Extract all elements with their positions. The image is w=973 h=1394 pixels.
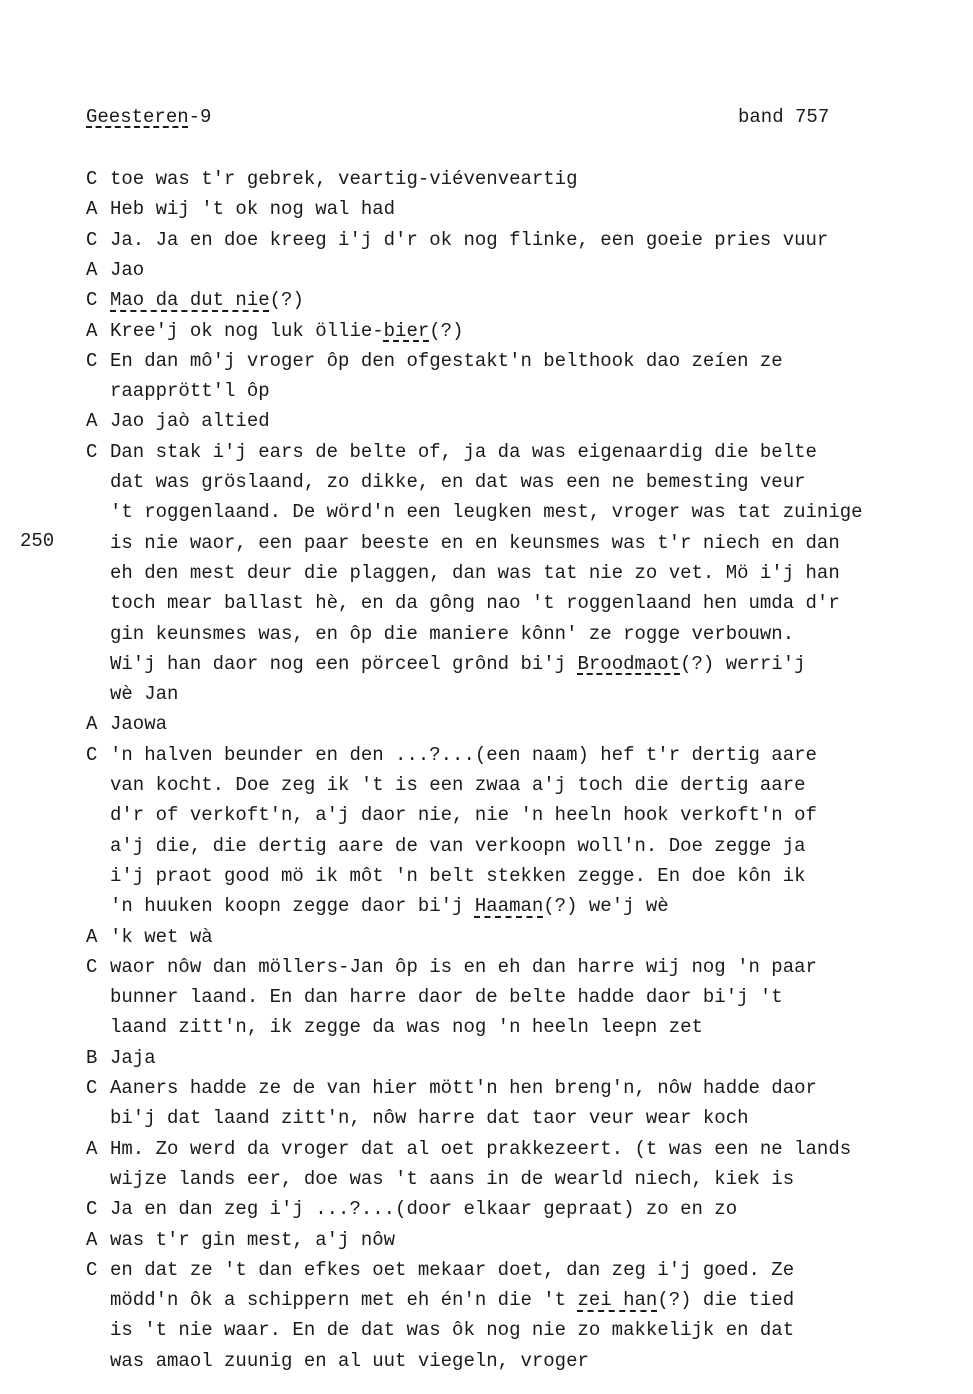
speaker-label: C [86,168,98,190]
speaker-label: A [86,258,98,281]
utterance-text [110,740,817,770]
utterance-text [110,1043,156,1073]
utterance-text [110,437,817,467]
text-segment: toch mear ballast hè, en da gông nao 't roggenlaand hen umda d'r [110,592,840,615]
utterance-text [110,164,577,194]
text-segment: Jaowa [110,713,168,736]
utterance-text [110,709,167,739]
text-segment: is 't nie waar. En de dat was ôk nog nie zo makkelijk en dat [110,1319,795,1342]
text-segment: wijze lands eer, doe was 't aans in de wearld niech, kiek is [110,1167,795,1190]
text-segment: Heb wij 't ok nog wal had [110,198,396,221]
text-segment: i'j praot good mö ik môt 'n belt stekken zegge. En doe kôn ik [110,864,806,887]
utterance-text [110,831,806,861]
utterance-text [110,982,783,1012]
text-segment: Ja en dan zeg i'j ...?...(door elkaar gepraat) zo en zo [110,1198,738,1221]
text-segment: wè Jan [110,683,179,706]
text-segment: bunner laand. En dan harre daor de belte hadde daor bi'j 't [110,986,783,1009]
uncertain-word: Broodmaot [577,652,681,675]
utterance-text [110,922,213,952]
text-segment: Jao [110,258,145,281]
speaker-label: A [86,410,98,433]
uncertain-word: Mao da dut nie [110,289,270,312]
text-segment: waor nôw dan möllers-Jan ôp is en eh dan harre wij nog 'n paar [110,955,817,978]
text-segment: En dan mô'j vroger ôp den ofgestakt'n belthook dao zeíen ze [110,349,783,372]
utterance-text [110,406,270,436]
text-segment: 't roggenlaand. De wörd'n een leugken mest, vroger was tat zuinige [110,501,863,524]
uncertain-word: zei han [577,1289,658,1312]
speaker-label: B [86,1046,98,1069]
speaker-label: C [86,1198,98,1221]
utterance-text [110,497,863,527]
uncertain-word: Haaman [474,895,544,918]
text-segment: dat was gröslaand, zo dikke, en dat was een ne bemesting veur [110,471,806,493]
utterance-text [110,770,806,800]
text-segment: was amaol zuunig en al uut viegeln, vroger [110,1349,589,1372]
text-segment: (?) die tied [657,1289,795,1312]
text-segment: d'r of verkoft'n, a'j daor nie, nie 'n heeln hook verkoft'n of [110,804,817,827]
text-segment: Kree'j ok nog luk öllie- [110,319,384,342]
speaker-label: C [86,228,98,251]
utterance-text [110,619,794,649]
speaker-label: A [86,713,98,736]
utterance-text [110,1073,817,1103]
utterance-text [110,376,270,406]
text-segment: Wi'j han daor nog een pörceel grônd bi'j [110,652,578,675]
utterance-text [110,346,783,376]
page-header-location [86,106,211,128]
text-segment: 'k wet wà [110,925,213,948]
utterance-text [110,952,817,982]
utterance-text [110,1103,749,1133]
utterance-text [110,558,840,588]
text-segment: Jao jaò altied [110,410,270,433]
text-segment: en dat ze 't dan efkes oet mekaar doet, dan zeg i'j goed. Ze [110,1258,795,1281]
text-segment: laand zitt'n, ik zegge da was nog 'n heeln leepn zet [110,1016,703,1039]
text-segment: raapprött'l ôp [110,380,270,403]
utterance-text [110,1164,794,1194]
utterance-text [110,1255,794,1285]
text-segment: Ja. Ja en doe kreeg i'j d'r ok nog flinke, een goeie pries vuur [110,228,829,251]
speaker-label: C [86,1077,98,1099]
header-title: Geesteren [86,106,189,128]
utterance-text [110,1134,851,1164]
speaker-label: C [86,743,98,766]
utterance-text [110,225,828,255]
utterance-text [110,679,178,709]
text-segment: Dan stak i'j ears de belte of, ja da was eigenaardig die belte [110,440,817,463]
text-segment: Jaja [110,1046,156,1069]
utterance-text [110,528,840,558]
text-segment: toe was t'r gebrek, veartig-viévenveartig [110,168,578,190]
speaker-label: A [86,1228,98,1251]
utterance-text [110,1285,794,1315]
text-segment: Hm. Zo werd da vroger dat al oet prakkezeert. (t was een ne lands [110,1137,852,1160]
utterance-text [110,649,806,679]
utterance-text [110,467,806,497]
text-segment: 'n huuken koopn zegge daor bi'j [110,895,475,918]
speaker-label: A [86,925,98,948]
utterance-text [110,1194,737,1224]
header-suffix: -9 [188,106,212,128]
text-segment: bi'j dat laand zitt'n, nôw harre dat taor veur wear koch [110,1107,749,1130]
text-segment: (?) werri'j [680,652,806,675]
text-segment: Aaners hadde ze de van hier mött'n hen breng'n, nôw hadde daor [110,1077,817,1099]
speaker-label: C [86,955,98,978]
utterance-text [110,588,840,618]
speaker-label: A [86,319,98,342]
text-segment: eh den mest deur die plaggen, dan was tat nie zo vet. Mö i'j han [110,561,840,584]
speaker-label: A [86,1137,98,1160]
utterance-text [110,194,395,224]
utterance-text [110,861,806,891]
text-segment: was t'r gin mest, a'j nôw [110,1228,396,1251]
text-segment: is nie waor, een paar beeste en en keunsmes was t'r niech en dan [110,531,840,554]
utterance-text [110,891,669,921]
text-segment: gin keunsmes was, en ôp die maniere kônn' ze rogge verbouwn. [110,622,795,645]
utterance-text [110,285,304,315]
speaker-label: C [86,1258,98,1281]
utterance-text [110,1012,703,1042]
speaker-label: C [86,349,98,372]
speaker-label: C [86,289,98,312]
uncertain-word: bier [383,319,430,342]
utterance-text [110,316,463,346]
text-segment: (?) [269,289,304,312]
speaker-label: C [86,440,98,463]
utterance-text [110,1346,589,1376]
text-segment: (?) we'j wè [543,895,669,918]
text-segment: 'n halven beunder en den ...?...(een naam) hef t'r dertig aare [110,743,817,766]
utterance-text [110,1315,794,1345]
text-segment: a'j die, die dertig aare de van verkoopn woll'n. Doe zegge ja [110,834,806,857]
utterance-text [110,800,817,830]
text-segment: mödd'n ôk a schippern met eh én'n die 't [110,1289,578,1312]
utterance-text [110,1225,395,1255]
margin-line-number: 250 [20,530,55,552]
page-header-tape: band 757 [738,106,830,128]
speaker-label: A [86,198,98,221]
text-segment: van kocht. Doe zeg ik 't is een zwaa a'j toch die dertig aare [110,774,806,796]
text-segment: (?) [429,319,464,342]
utterance-text [110,255,144,285]
